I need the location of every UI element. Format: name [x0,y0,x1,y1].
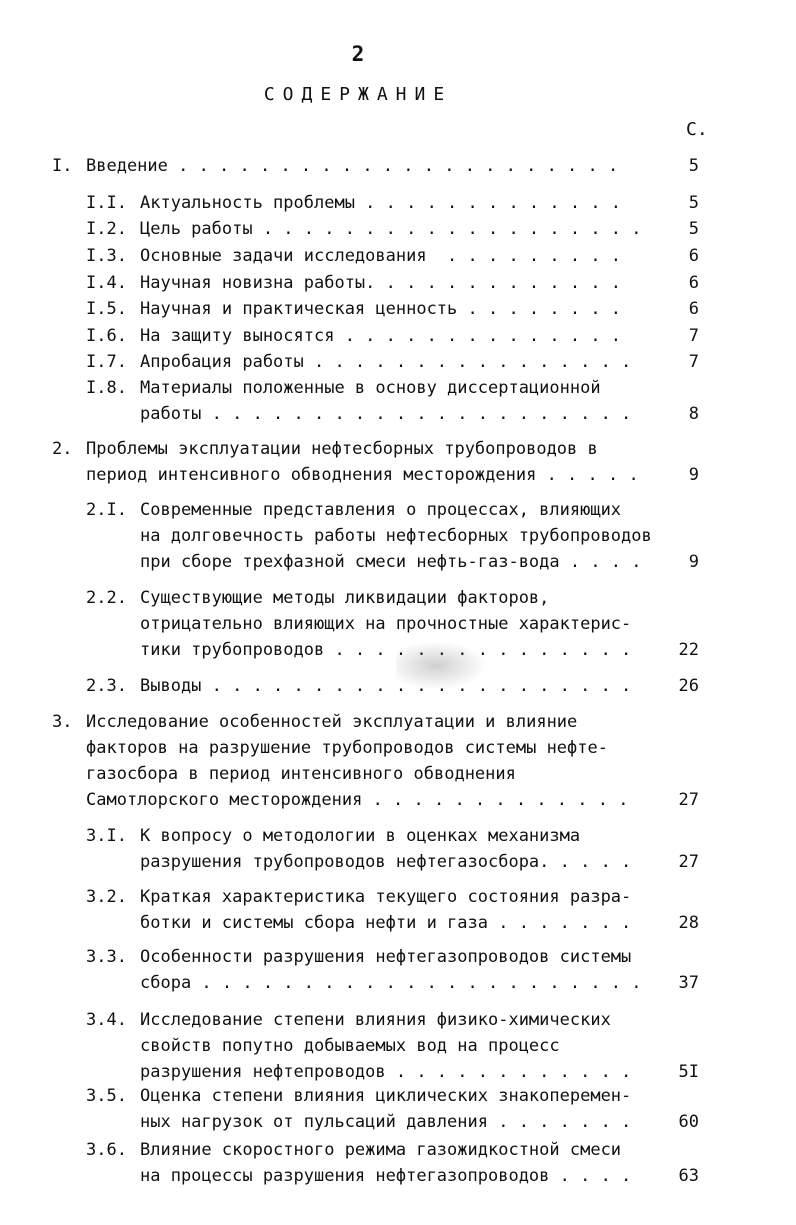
toc-entry-number: 3.I. [86,826,127,846]
toc-entry-page: 5I [678,1062,699,1082]
toc-entry-text: газосбора в период интенсивного обводнения [86,764,516,784]
page-number: 2 [351,42,365,66]
toc-entry-page: 28 [678,913,699,933]
toc-entry-page: 8 [688,404,699,424]
page-title: СОДЕРЖАНИЕ [263,84,453,105]
toc-entry-text: период интенсивного обводнения месторождения . . . . . [86,465,639,485]
toc-entry-text: Научная и практическая ценность . . . . . . . . [140,299,622,319]
toc-entry-page: 6 [688,299,699,319]
toc-entry-text: Введение . . . . . . . . . . . . . . . . . . . . . . [86,156,619,176]
toc-entry-text: Самотлорского месторождения . . . . . . . . . . . . . [86,790,629,810]
toc-entry-text: разрушения нефтепроводов . . . . . . . . . . . . [140,1062,632,1082]
toc-entry-number: I.7. [86,352,127,372]
toc-entry-text: На защиту выносятся . . . . . . . . . . . . . . [140,326,622,346]
toc-entry-text: свойств попутно добываемых вод на процесс [140,1036,560,1056]
toc-entry-number: I.2. [86,219,127,239]
toc-entry-number: 3.4. [86,1010,127,1030]
toc-entry-text: отрицательно влияющих на прочностные характерис- [140,614,632,634]
toc-entry-number: 3.3. [86,947,127,967]
toc-entry-text: Апробация работы . . . . . . . . . . . . . . . . [140,352,632,372]
toc-entry-text: Особенности разрушения нефтегазопроводов системы [140,947,632,967]
toc-entry-text: Исследование особенностей эксплуатации и влияние [86,712,578,732]
toc-entry-text: на долговечность работы нефтесборных трубопроводов [140,526,652,546]
toc-entry-text: ных нагрузок от пульсаций давления . . . . . . . [140,1112,632,1132]
toc-entry-text: Материалы положенные в основу диссертационной [140,378,601,398]
toc-entry-page: 5 [688,156,699,176]
toc-entry-number: I.4. [86,273,127,293]
toc-entry-number: 2.I. [86,500,127,520]
toc-entry-number: I. [52,156,73,176]
toc-entry-page: 26 [678,676,699,696]
toc-entry-number: 3. [52,712,73,732]
toc-entry-text: Краткая характеристика текущего состояния разра- [140,887,632,907]
toc-entry-text: ботки и системы сбора нефти и газа . . . . . . . [140,913,632,933]
toc-entry-number: I.I. [86,193,127,213]
toc-entry-number: I.8. [86,378,127,398]
toc-entry-number: I.3. [86,246,127,266]
toc-entry-text: Существующие методы ликвидации факторов, [140,588,550,608]
toc-entry-text: факторов на разрушение трубопроводов системы нефте- [86,738,608,758]
toc-entry-number: 2.2. [86,588,127,608]
toc-entry-page: 5 [688,219,699,239]
toc-entry-number: 3.5. [86,1086,127,1106]
toc-entry-page: 6 [688,246,699,266]
toc-entry-text: Актуальность проблемы . . . . . . . . . . . . . [140,193,622,213]
toc-entry-text: К вопросу о методологии в оценках механизма [140,826,581,846]
toc-entry-page: 9 [688,465,699,485]
toc-entry-page: 37 [678,973,699,993]
stamp-smudge [396,642,496,694]
toc-entry-text: Влияние скоростного режима газожидкостной смеси [140,1140,622,1160]
toc-entry-text: при сборе трехфазной смеси нефть-газ-вода . . . . [140,552,642,572]
toc-entry-text: Оценка степени влияния циклических знакоперемен- [140,1086,632,1106]
toc-entry-number: I.6. [86,326,127,346]
toc-entry-page: 63 [678,1166,699,1186]
toc-entry-text: тики трубопроводов . . . . . . . . . . . . . . . [140,640,632,660]
toc-entry-number: 3.6. [86,1140,127,1160]
toc-entry-page: 7 [688,352,699,372]
toc-entry-number: 3.2. [86,887,127,907]
toc-entry-text: Исследование степени влияния физико-химических [140,1010,611,1030]
toc-entry-page: 5 [688,193,699,213]
toc-entry-text: на процессы разрушения нефтегазопроводов . . . . [140,1166,632,1186]
toc-entry-text: разрушения трубопроводов нефтегазосбора. . . . . [140,852,632,872]
toc-entry-text: работы . . . . . . . . . . . . . . . . . . . . . [140,404,632,424]
toc-entry-page: 27 [678,852,699,872]
toc-entry-text: Современные представления о процессах, влияющих [140,500,622,520]
toc-entry-text: Выводы . . . . . . . . . . . . . . . . . . . . . [140,676,632,696]
toc-entry-text: Цель работы . . . . . . . . . . . . . . . . . . . [140,219,642,239]
toc-entry-text: Проблемы эксплуатации нефтесборных трубопроводов в [86,439,598,459]
toc-entry-page: 22 [678,640,699,660]
toc-entry-page: 6 [688,273,699,293]
page-column-label: С. [686,119,708,140]
toc-entry-text: сбора . . . . . . . . . . . . . . . . . . . . . . [140,973,642,993]
toc-entry-number: 2.3. [86,676,127,696]
toc-entry-page: 7 [688,326,699,346]
toc-entry-page: 9 [688,552,699,572]
toc-entry-number: I.5. [86,299,127,319]
toc-entry-page: 27 [678,790,699,810]
toc-entry-number: 2. [52,439,73,459]
toc-entry-text: Основные задачи исследования . . . . . . . . . [140,246,622,266]
toc-entry-page: 60 [678,1112,699,1132]
toc-entry-text: Научная новизна работы. . . . . . . . . . . . . [140,273,622,293]
